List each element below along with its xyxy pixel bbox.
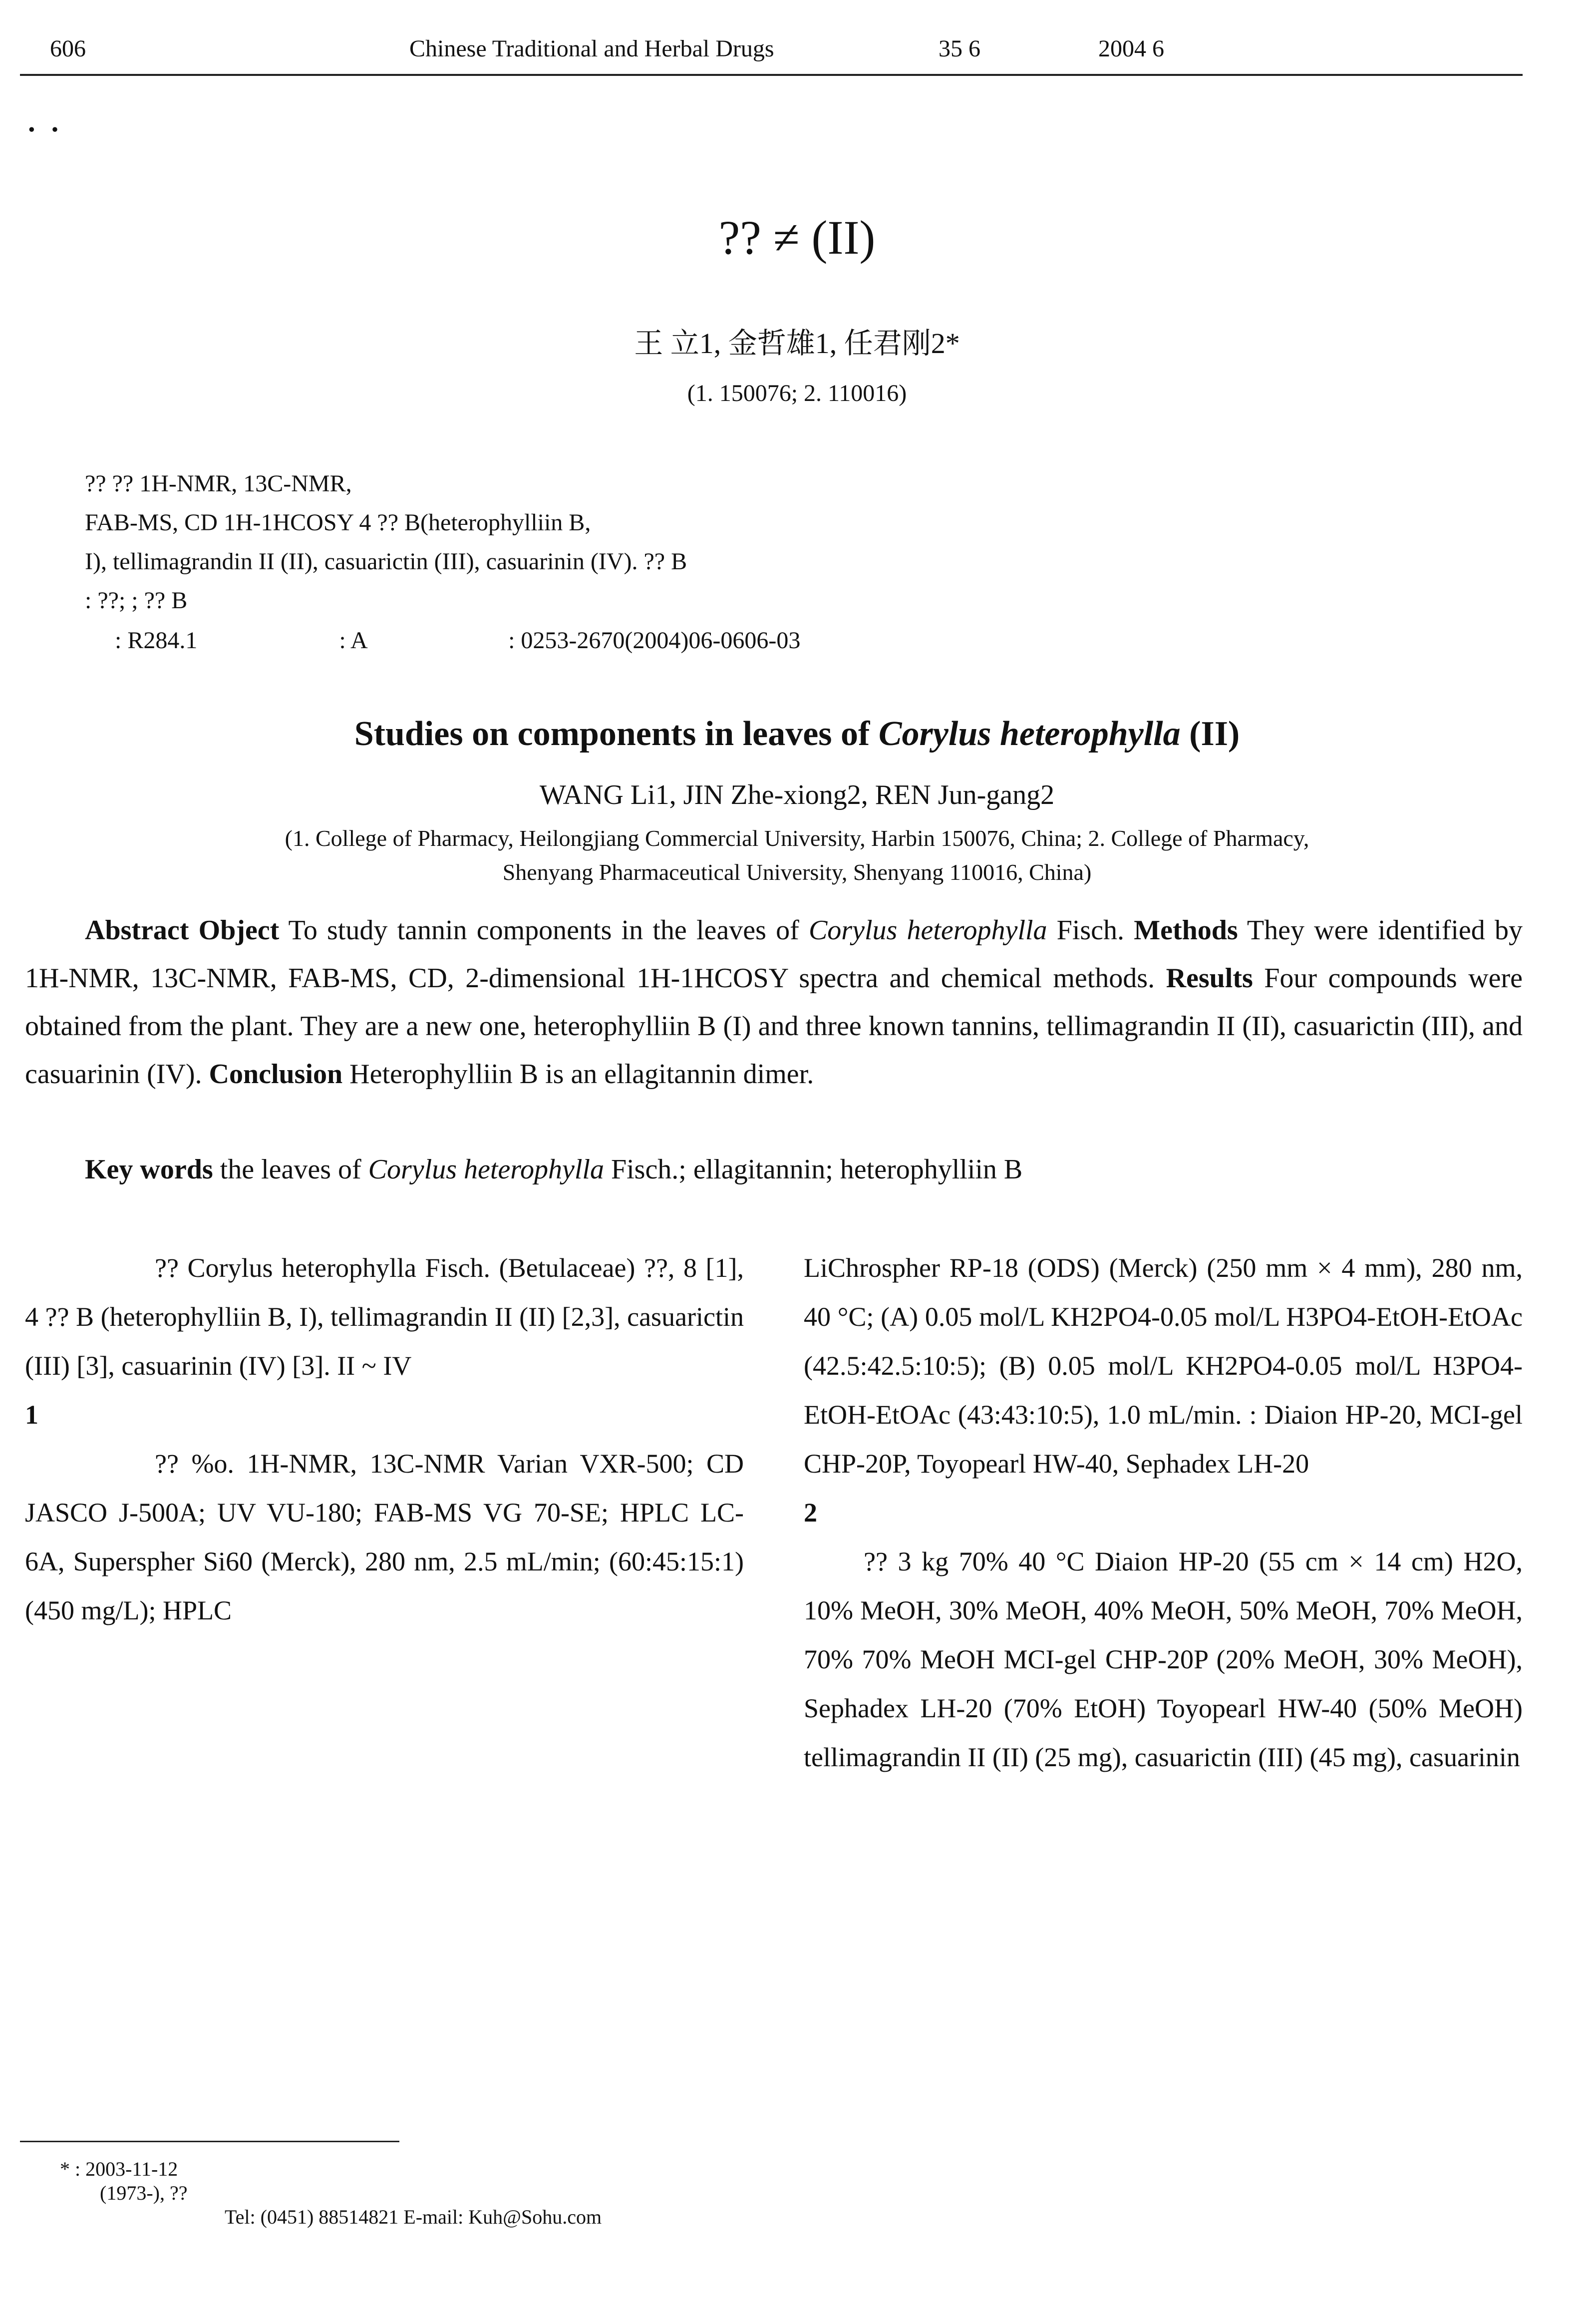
keywords-en-text-end: Fisch.; ellagitannin; heterophylliin B: [604, 1154, 1023, 1185]
keywords-en-species: Corylus heterophylla: [368, 1154, 604, 1185]
section-heading: 2: [804, 1498, 817, 1528]
body-left-column: [25, 1243, 744, 1635]
abstract-object-text-end: Fisch.: [1047, 915, 1125, 946]
clc-number: : R284.1: [115, 627, 198, 654]
affiliation-en-line: Shenyang Pharmaceutical University, Shenyang 110016, China): [502, 859, 1092, 885]
abstract-object-label: Abstract Object: [85, 915, 280, 946]
abstract-en: [25, 906, 1523, 1098]
affiliation-en-line: (1. College of Pharmacy, Heilongjiang Commercial University, Harbin 150076, China; 2. College of Pharmacy,: [285, 825, 1309, 851]
abstract-cn-line: FAB-MS, CD 1H-1HCOSY 4 ?? B(heterophylliin B,: [85, 509, 591, 536]
title-en-prefix: Studies on components in leaves of: [354, 715, 879, 753]
year-month: 2004 6: [1098, 35, 1164, 62]
article-id: : 0253-2670(2004)06-0606-03: [508, 627, 801, 654]
section-heading: 1: [25, 1400, 38, 1430]
abstract-object-species: Corylus heterophylla: [808, 915, 1047, 946]
keywords-cn: : ??; ; ?? B: [85, 587, 188, 614]
abstract-methods-text: They were identified by 1H-NMR, 13C-NMR, FAB-MS, CD, 2-dimensional 1H-1HCOSY spectra and chemical methods.: [25, 915, 1523, 994]
author-bio: (1973-), ??: [100, 2182, 188, 2204]
title-en-suffix: (II): [1180, 715, 1240, 753]
body-paragraph: ?? 3 kg 70% 40 °C Diaion HP-20 (55 cm × 14 cm) H2O, 10% MeOH, 30% MeOH, 40% MeOH, 50% MeOH, 70% MeOH, 70% 70% MeOH MCI-gel CHP-20P (20% MeOH, 30% MeOH), Sephadex LH-20 (70% EtOH) Toyopearl HW-40 (50% MeOH) tellimagrandin II (II) (25 mg), casuarictin (III) (45 mg), casuarinin: [804, 1547, 1523, 1772]
body-paragraph: ?? %o. 1H-NMR, 13C-NMR Varian VXR-500; CD JASCO J-500A; UV VU-180; FAB-MS VG 70-SE; HPLC LC-6A, Superspher Si60 (Merck), 280 nm, 2.5 mL/min; (60:45:15:1) (450 mg/L); HPLC: [25, 1449, 744, 1625]
title-cn: ?? ≠ (II): [718, 211, 876, 264]
abstract-results-label: Results: [1166, 963, 1253, 994]
abstract-cn-line: ?? ?? 1H-NMR, 13C-NMR,: [85, 470, 352, 497]
abstract-cn-line: I), tellimagrandin II (II), casuarictin (III), casuarinin (IV). ?? B: [85, 548, 687, 575]
abstract-methods-label: Methods: [1134, 915, 1238, 946]
contact-info: Tel: (0451) 88514821 E-mail: Kuh@Sohu.com: [225, 2206, 602, 2228]
keywords-en-text: the leaves of: [220, 1154, 368, 1185]
keywords-en-label: Key words: [85, 1154, 213, 1185]
classification-line: [115, 627, 1493, 654]
affiliation-cn: (1. 150076; 2. 110016): [687, 380, 907, 406]
body-right-column: [804, 1243, 1523, 1782]
abstract-object-text: To study tannin components in the leaves of: [288, 915, 809, 946]
abstract-conclusion-text: Heterophylliin B is an ellagitannin dimer.: [349, 1059, 814, 1090]
footnote: [60, 2157, 1508, 2229]
body-paragraph: LiChrospher RP-18 (ODS) (Merck) (250 mm × 4 mm), 280 nm, 40 °C; (A) 0.05 mol/L KH2PO4-0.05 mol/L H3PO4-EtOH-EtOAc (42.5:42.5:10:5); (B) 0.05 mol/L KH2PO4-0.05 mol/L H3PO4-EtOH-EtOAc (43:43:10:5), 1.0 mL/min. : Diaion HP-20, MCI-gel CHP-20P, Toyopearl HW-40, Sephadex LH-20: [804, 1253, 1523, 1479]
title-en: [0, 714, 1594, 754]
authors-cn: 王 立1, 金哲雄1, 任君刚2*: [634, 327, 960, 360]
footnote-rule: [20, 2141, 399, 2142]
abstract-results-text: Four compounds were obtained from the plant. They are a new one, heterophylliin B (I) and three known tannins, tellimagrandin II (II), casuarictin (III), and casuarinin (IV).: [25, 963, 1523, 1090]
authors-en: WANG Li1, JIN Zhe-xiong2, REN Jun-gang2: [539, 779, 1055, 810]
volume-issue: 35 6: [939, 35, 980, 62]
header-rule: [20, 74, 1523, 76]
abstract-cn: [85, 464, 1493, 620]
title-en-species: Corylus heterophylla: [878, 715, 1181, 753]
journal-name: Chinese Traditional and Herbal Drugs: [409, 35, 774, 62]
body-paragraph: ?? Corylus heterophylla Fisch. (Betulaceae) ??, 8 [1], 4 ?? B (heterophylliin B, I), tellimagrandin II (II) [2,3], casuarictin (III) [3], casuarinin (IV) [3]. II ~ IV: [25, 1253, 744, 1381]
received-date: * : 2003-11-12: [60, 2158, 178, 2180]
affiliation-en: [0, 821, 1594, 889]
abstract-conclusion-label: Conclusion: [209, 1059, 343, 1090]
page-number: 606: [50, 35, 86, 62]
keywords-en: [85, 1154, 1523, 1185]
section-label: · ·: [25, 108, 62, 152]
document-code: : A: [339, 627, 367, 654]
